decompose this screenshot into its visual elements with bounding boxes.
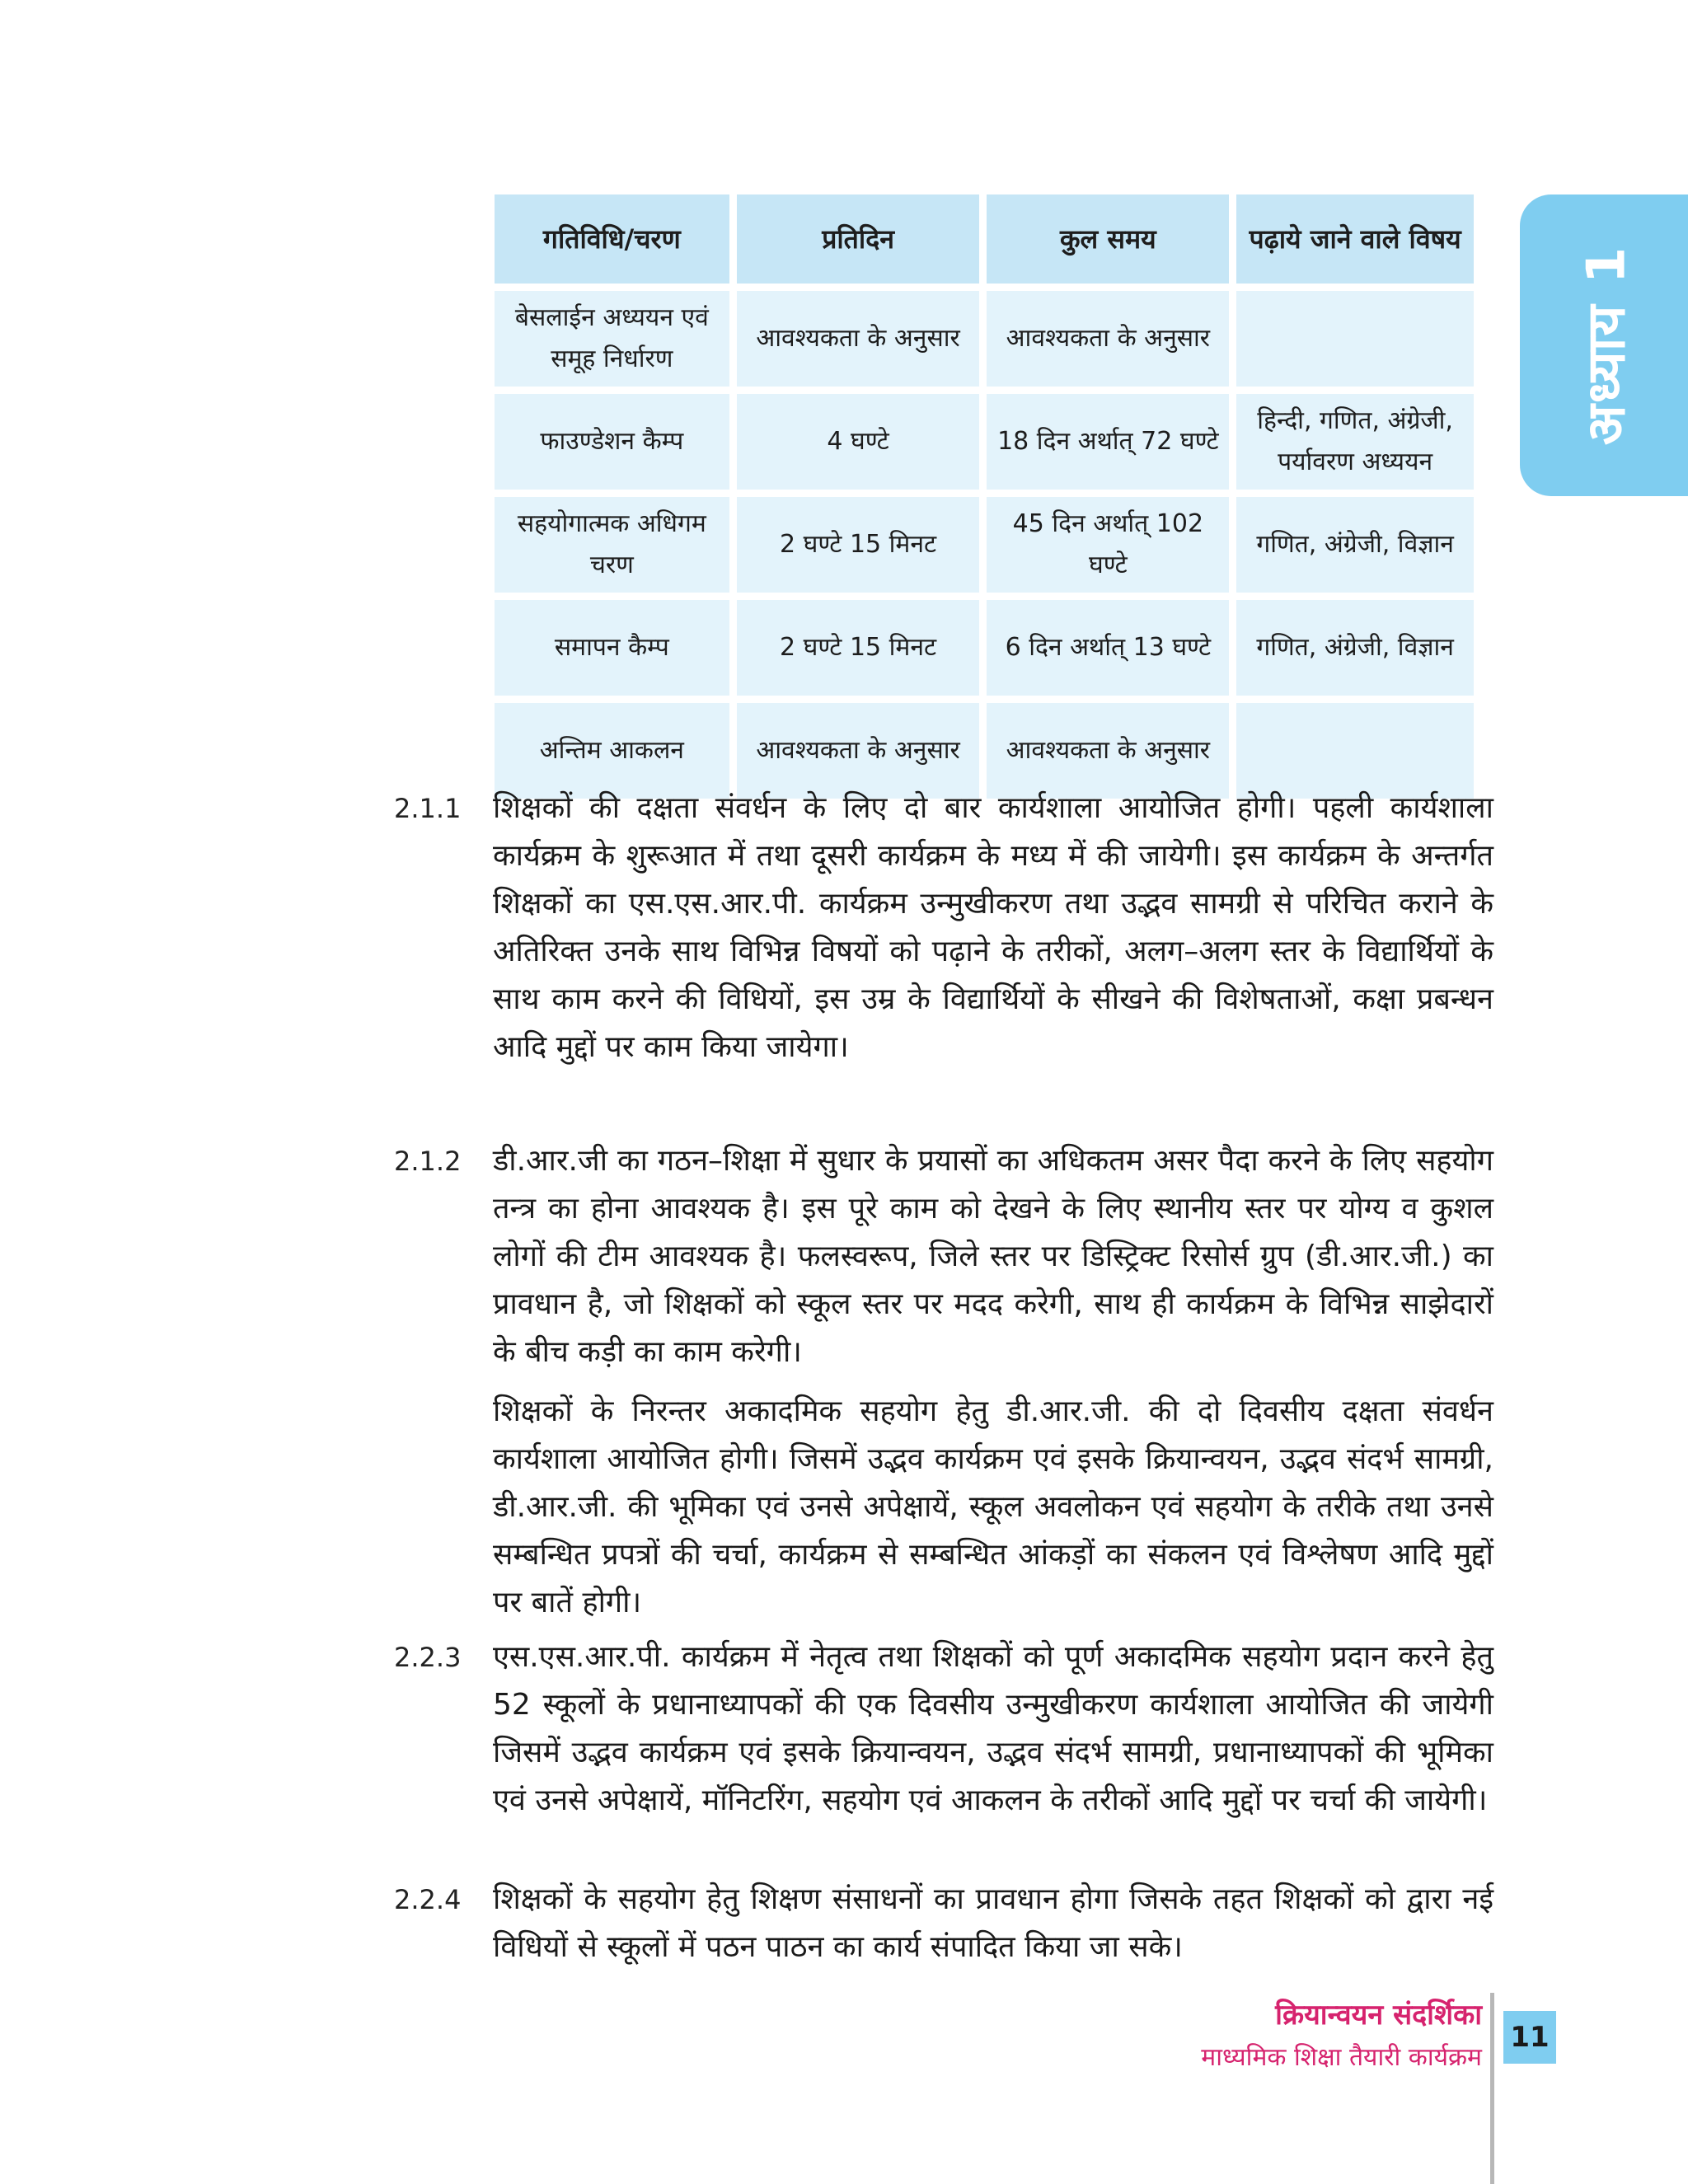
table-header-cell: गतिविधि/चरण [495, 194, 729, 284]
table-cell: समापन कैम्प [495, 600, 729, 696]
table-row [495, 394, 1474, 490]
table-row [495, 291, 1474, 387]
table-row [495, 497, 1474, 593]
table-cell: फाउण्डेशन कैम्प [495, 394, 729, 490]
schedule-table-wrapper [495, 194, 1489, 799]
table-cell: 18 दिन अर्थात् 72 घण्टे [987, 394, 1229, 490]
table-cell: आवश्यकता के अनुसार [737, 703, 980, 799]
section-paragraph: डी.आर.जी का गठन–शिक्षा में सुधार के प्रयासों का अधिकतम असर पैदा करने के लिए सहयोग तन्त्र का होना आवश्यक है। इस पूरे काम को देखने के लिए स्थानीय स्तर पर योग्य व कुशल लोगों की टीम आवश्यक है। फलस्वरूप, जिले स्तर पर डिस्ट्रिक्ट रिसोर्स ग्रुप (डी.आर.जी.) का प्रावधान है, जो शिक्षकों को स्कूल स्तर पर मदद करेगी, साथ ही कार्यक्रम के विभिन्न साझेदारों के बीच कड़ी का काम करेगी। [493, 1144, 1493, 1369]
table-cell: 4 घण्टे [737, 394, 980, 490]
table-cell: 45 दिन अर्थात् 102 घण्टे [987, 497, 1229, 593]
section-2-1-1 [394, 785, 1493, 1071]
table-cell: 6 दिन अर्थात् 13 घण्टे [987, 600, 1229, 696]
section-paragraph: एस.एस.आर.पी. कार्यक्रम में नेतृत्व तथा शिक्षकों को पूर्ण अकादमिक सहयोग प्रदान करने हेतु 52 स्कूलों के प्रधानाध्यापकों की एक दिवसीय उन्मुखीकरण कार्यशाला आयोजित की जायेगी जिसमें उद्भव कार्यक्रम एवं इसके क्रियान्वयन, उद्भव संदर्भ सामग्री, प्रधानाध्यापकों की भूमिका एवं उनसे अपेक्षायें, मॉनिटरिंग, सहयोग एवं आकलन के तरीकों आदि मुद्दों पर चर्चा की जायेगी। [493, 1640, 1493, 1817]
table-header-cell: प्रतिदिन [737, 194, 980, 284]
table-row [495, 600, 1474, 696]
table-header-cell: पढ़ाये जाने वाले विषय [1236, 194, 1474, 284]
table-cell: अन्तिम आकलन [495, 703, 729, 799]
table-cell: गणित, अंग्रेजी, विज्ञान [1236, 497, 1474, 593]
table-cell: सहयोगात्मक अधिगम चरण [495, 497, 729, 593]
table-cell: गणित, अंग्रेजी, विज्ञान [1236, 600, 1474, 696]
chapter-tab [1520, 194, 1688, 496]
section-number: 2.2.4 [394, 1884, 462, 1915]
table-header-cell: कुल समय [987, 194, 1229, 284]
section-number: 2.2.3 [394, 1642, 462, 1673]
table-cell: 2 घण्टे 15 मिनट [737, 497, 980, 593]
section-paragraph: शिक्षकों के सहयोग हेतु शिक्षण संसाधनों का प्रावधान होगा जिसके तहत शिक्षकों को द्वारा नई विधियों से स्कूलों में पठन पाठन का कार्य संपादित किया जा सके। [493, 1882, 1493, 1964]
section-2-2-3 [394, 1633, 1493, 1825]
table-cell: आवश्यकता के अनुसार [987, 703, 1229, 799]
footer-divider [1490, 1993, 1494, 2184]
section-number: 2.1.1 [394, 793, 462, 824]
table-cell: हिन्दी, गणित, अंग्रेजी, पर्यावरण अध्ययन [1236, 394, 1474, 490]
section-number: 2.1.2 [394, 1146, 462, 1177]
footer-title: क्रियान्वयन संदर्शिका [1275, 1999, 1482, 2032]
table-cell: आवश्यकता के अनुसार [737, 291, 980, 387]
table-header-row [495, 194, 1474, 284]
table-cell [1236, 291, 1474, 387]
section-paragraph: शिक्षकों की दक्षता संवर्धन के लिए दो बार कार्यशाला आयोजित होगी। पहली कार्यशाला कार्यक्रम के शुरूआत में तथा दूसरी कार्यक्रम के मध्य में की जायेगी। इस कार्यक्रम के अन्तर्गत शिक्षकों का एस.एस.आर.पी. कार्यक्रम उन्मुखीकरण तथा उद्भव सामग्री से परिचित कराने के अतिरिक्त उनके साथ विभिन्न विषयों को पढ़ाने के तरीकों, अलग–अलग स्तर के विद्यार्थियों के साथ काम करने की विधियों, इस उम्र के विद्यार्थियों के सीखने की विशेषताओं, कक्षा प्रबन्धन आदि मुद्दों पर काम किया जायेगा। [493, 791, 1493, 1064]
footer-subtitle: माध्यमिक शिक्षा तैयारी कार्यक्रम [1201, 2043, 1482, 2072]
section-2-2-4 [394, 1876, 1493, 1971]
section-2-1-2 [394, 1137, 1493, 1627]
section-paragraph: शिक्षकों के निरन्तर अकादमिक सहयोग हेतु डी.आर.जी. की दो दिवसीय दक्षता संवर्धन कार्यशाला आयोजित होगी। जिसमें उद्भव कार्यक्रम एवं इसके क्रियान्वयन, उद्भव संदर्भ सामग्री, डी.आर.जी. की भूमिका एवं उनसे अपेक्षायें, स्कूल अवलोकन एवं सहयोग के तरीके तथा उनसे सम्बन्धित प्रपत्रों की चर्चा, कार्यक्रम से सम्बन्धित आंकड़ों का संकलन एवं विश्लेषण आदि मुद्दों पर बातें होगी। [493, 1394, 1493, 1619]
page-number: 11 [1503, 2011, 1556, 2064]
table-cell: आवश्यकता के अनुसार [987, 291, 1229, 387]
table-cell: बेसलाईन अध्ययन एवं समूह निर्धारण [495, 291, 729, 387]
chapter-label: अध्याय 1 [1576, 245, 1638, 446]
schedule-table [487, 187, 1481, 806]
table-cell: 2 घण्टे 15 मिनट [737, 600, 980, 696]
